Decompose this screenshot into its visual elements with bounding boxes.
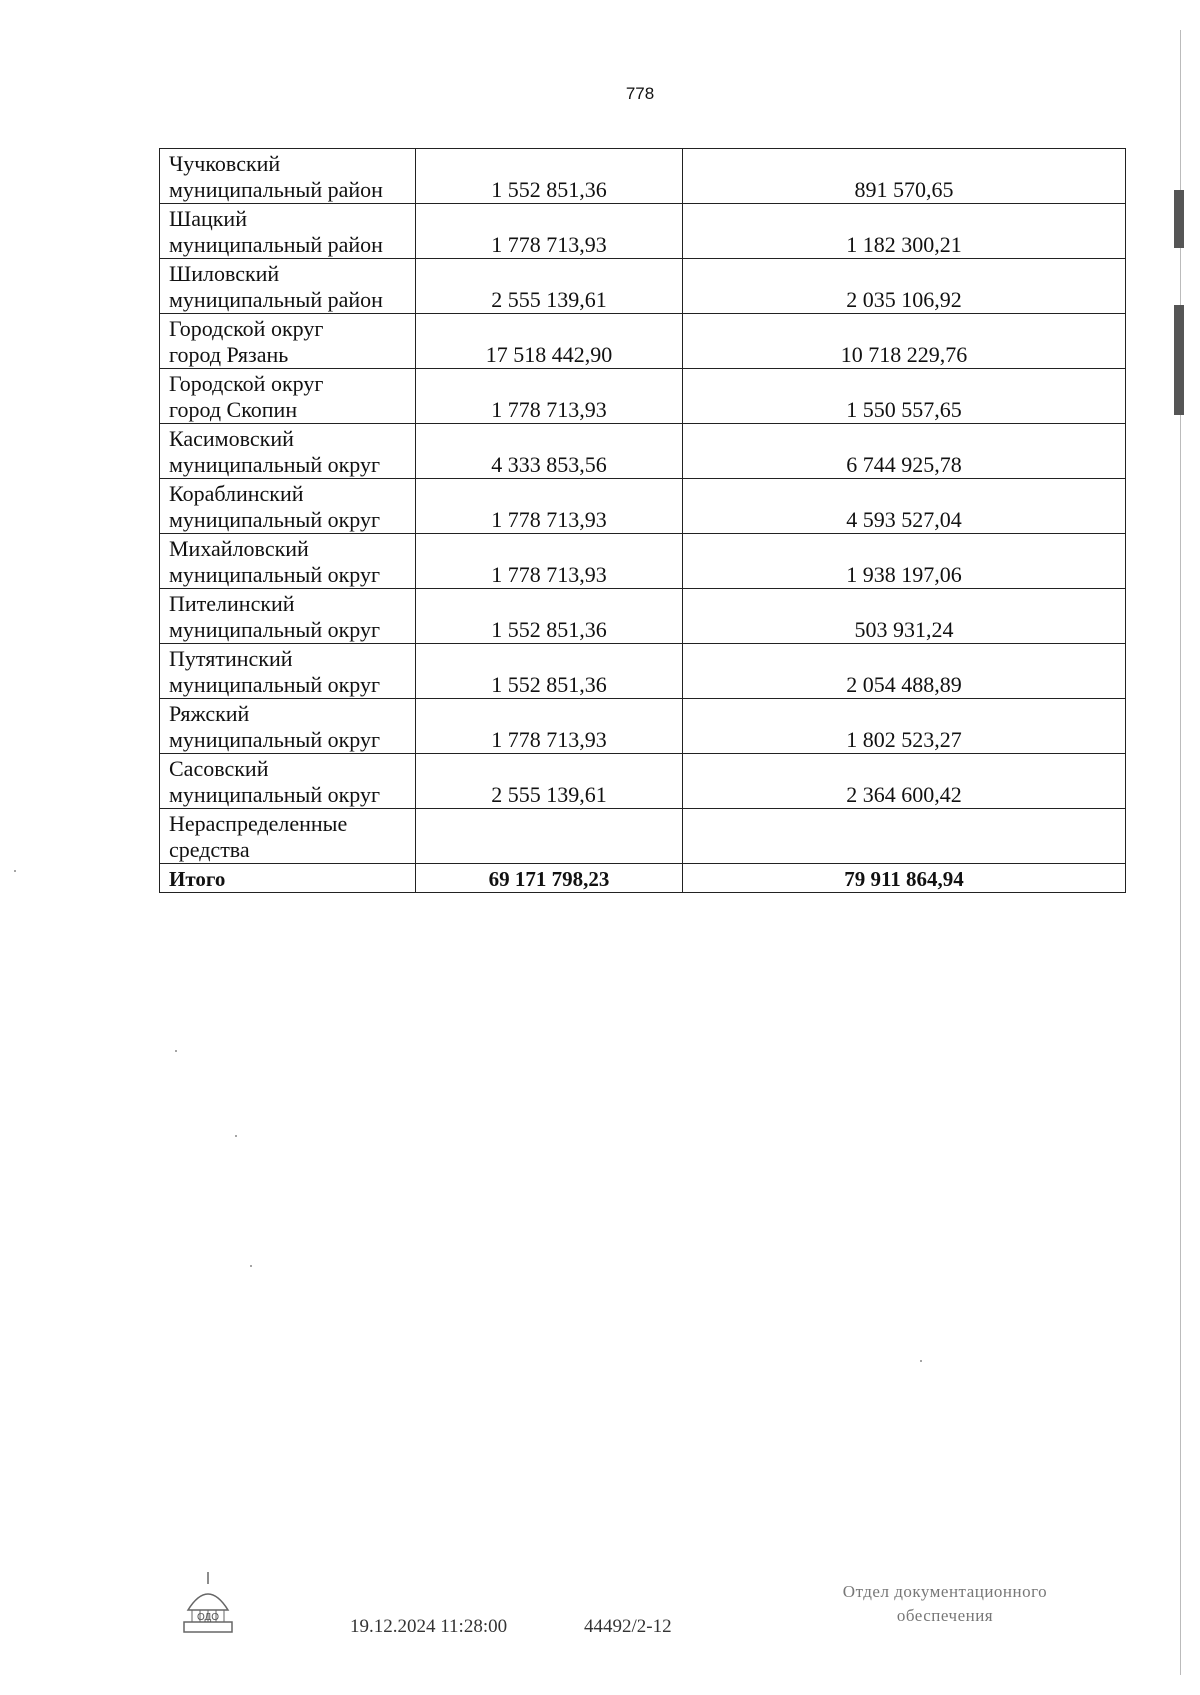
row-name-line-2: муниципальный округ: [169, 562, 381, 587]
row-name-cell: [160, 644, 416, 699]
table-row: [160, 259, 1126, 314]
row-value-a: [416, 809, 683, 864]
row-value-b: 1 550 557,65: [683, 369, 1126, 424]
scan-speck: [920, 1360, 922, 1362]
scan-speck: [175, 1050, 177, 1052]
row-value-a: 2 555 139,61: [416, 259, 683, 314]
scan-edge-line: [1180, 30, 1181, 1675]
row-value-b: 1 182 300,21: [683, 204, 1126, 259]
row-name-cell: [160, 149, 416, 204]
department-stamp: [800, 1580, 1090, 1628]
table-row: [160, 204, 1126, 259]
emblem-logo-text: ОДО: [196, 1612, 220, 1623]
table-row: [160, 424, 1126, 479]
row-name-line-2: муниципальный округ: [169, 672, 381, 697]
row-name-line-1: Пителинский: [169, 591, 295, 616]
row-name-line-1: Шацкий: [169, 206, 247, 231]
row-name-line-1: Ряжский: [169, 701, 250, 726]
total-value-a: 69 171 798,23: [416, 864, 683, 893]
stamp-line-2: обеспечения: [896, 1606, 994, 1625]
row-name-cell: [160, 369, 416, 424]
allocation-table: [159, 148, 1126, 893]
row-value-a: 1 778 713,93: [416, 699, 683, 754]
table-row: [160, 754, 1126, 809]
row-value-a: 4 333 853,56: [416, 424, 683, 479]
row-value-b: 6 744 925,78: [683, 424, 1126, 479]
row-name-line-1: Городской округ: [169, 316, 324, 341]
row-name-cell: [160, 809, 416, 864]
row-name-cell: [160, 259, 416, 314]
row-value-b: 1 802 523,27: [683, 699, 1126, 754]
row-name-line-2: муниципальный район: [169, 287, 383, 312]
row-name-cell: [160, 424, 416, 479]
table-row: [160, 479, 1126, 534]
row-value-b: 503 931,24: [683, 589, 1126, 644]
row-name-line-1: Путятинский: [169, 646, 293, 671]
scan-edge-mark: [1174, 190, 1184, 248]
row-value-a: 1 778 713,93: [416, 369, 683, 424]
row-name-cell: [160, 204, 416, 259]
row-value-b: 1 938 197,06: [683, 534, 1126, 589]
row-value-b: 2 054 488,89: [683, 644, 1126, 699]
row-name-line-1: Михайловский: [169, 536, 309, 561]
table-row: [160, 369, 1126, 424]
row-name-line-1: Чучковский: [169, 151, 281, 176]
row-name-line-1: Городской округ: [169, 371, 324, 396]
row-name-line-1: Касимовский: [169, 426, 294, 451]
table-row: [160, 644, 1126, 699]
table-row: [160, 809, 1126, 864]
total-row: [160, 864, 1126, 893]
scan-speck: [14, 870, 16, 872]
scan-speck: [250, 1265, 252, 1267]
scan-edge-mark: [1174, 305, 1184, 415]
row-name-cell: [160, 699, 416, 754]
footer-datetime: 19.12.2024 11:28:00: [350, 1616, 508, 1637]
row-name-line-2: средства: [169, 837, 250, 862]
row-name-line-2: город Скопин: [169, 397, 298, 422]
row-name-line-1: Нераспределенные: [169, 811, 348, 836]
table-row: [160, 699, 1126, 754]
scan-edge-artifact: [1160, 0, 1200, 1695]
row-value-b: 891 570,65: [683, 149, 1126, 204]
row-value-a: 1 552 851,36: [416, 644, 683, 699]
row-name-line-2: муниципальный округ: [169, 782, 381, 807]
emblem-logo: [178, 1570, 238, 1636]
row-name-line-1: Кораблинский: [169, 481, 304, 506]
row-name-line-2: муниципальный район: [169, 232, 383, 257]
row-name-cell: [160, 314, 416, 369]
row-name-line-1: Сасовский: [169, 756, 269, 781]
row-name-line-2: муниципальный округ: [169, 452, 381, 477]
footer-doc-number: 44492/2-12: [584, 1616, 672, 1637]
row-name-line-2: город Рязань: [169, 342, 289, 367]
row-name-line-2: муниципальный район: [169, 177, 383, 202]
total-label: Итого: [160, 864, 416, 893]
scan-speck: [235, 1135, 237, 1137]
table-row: [160, 534, 1126, 589]
row-value-b: 2 035 106,92: [683, 259, 1126, 314]
row-name-cell: [160, 754, 416, 809]
row-name-line-2: муниципальный округ: [169, 507, 381, 532]
row-name-line-1: Шиловский: [169, 261, 280, 286]
row-value-a: 1 778 713,93: [416, 479, 683, 534]
table-body: [160, 149, 1126, 893]
table-row: [160, 314, 1126, 369]
stamp-line-1: Отдел документационного: [842, 1582, 1048, 1601]
row-value-b: 2 364 600,42: [683, 754, 1126, 809]
table-row: [160, 589, 1126, 644]
row-value-b: 10 718 229,76: [683, 314, 1126, 369]
row-value-a: 2 555 139,61: [416, 754, 683, 809]
row-name-line-2: муниципальный округ: [169, 727, 381, 752]
table-row: [160, 149, 1126, 204]
row-value-a: 17 518 442,90: [416, 314, 683, 369]
row-value-b: [683, 809, 1126, 864]
row-name-line-2: муниципальный округ: [169, 617, 381, 642]
row-name-cell: [160, 534, 416, 589]
row-value-a: 1 778 713,93: [416, 534, 683, 589]
emblem-logo-icon: [178, 1570, 238, 1636]
page-number: 778: [625, 84, 655, 103]
row-value-a: 1 552 851,36: [416, 149, 683, 204]
row-name-cell: [160, 589, 416, 644]
row-value-b: 4 593 527,04: [683, 479, 1126, 534]
total-value-b: 79 911 864,94: [683, 864, 1126, 893]
row-value-a: 1 552 851,36: [416, 589, 683, 644]
row-value-a: 1 778 713,93: [416, 204, 683, 259]
row-name-cell: [160, 479, 416, 534]
